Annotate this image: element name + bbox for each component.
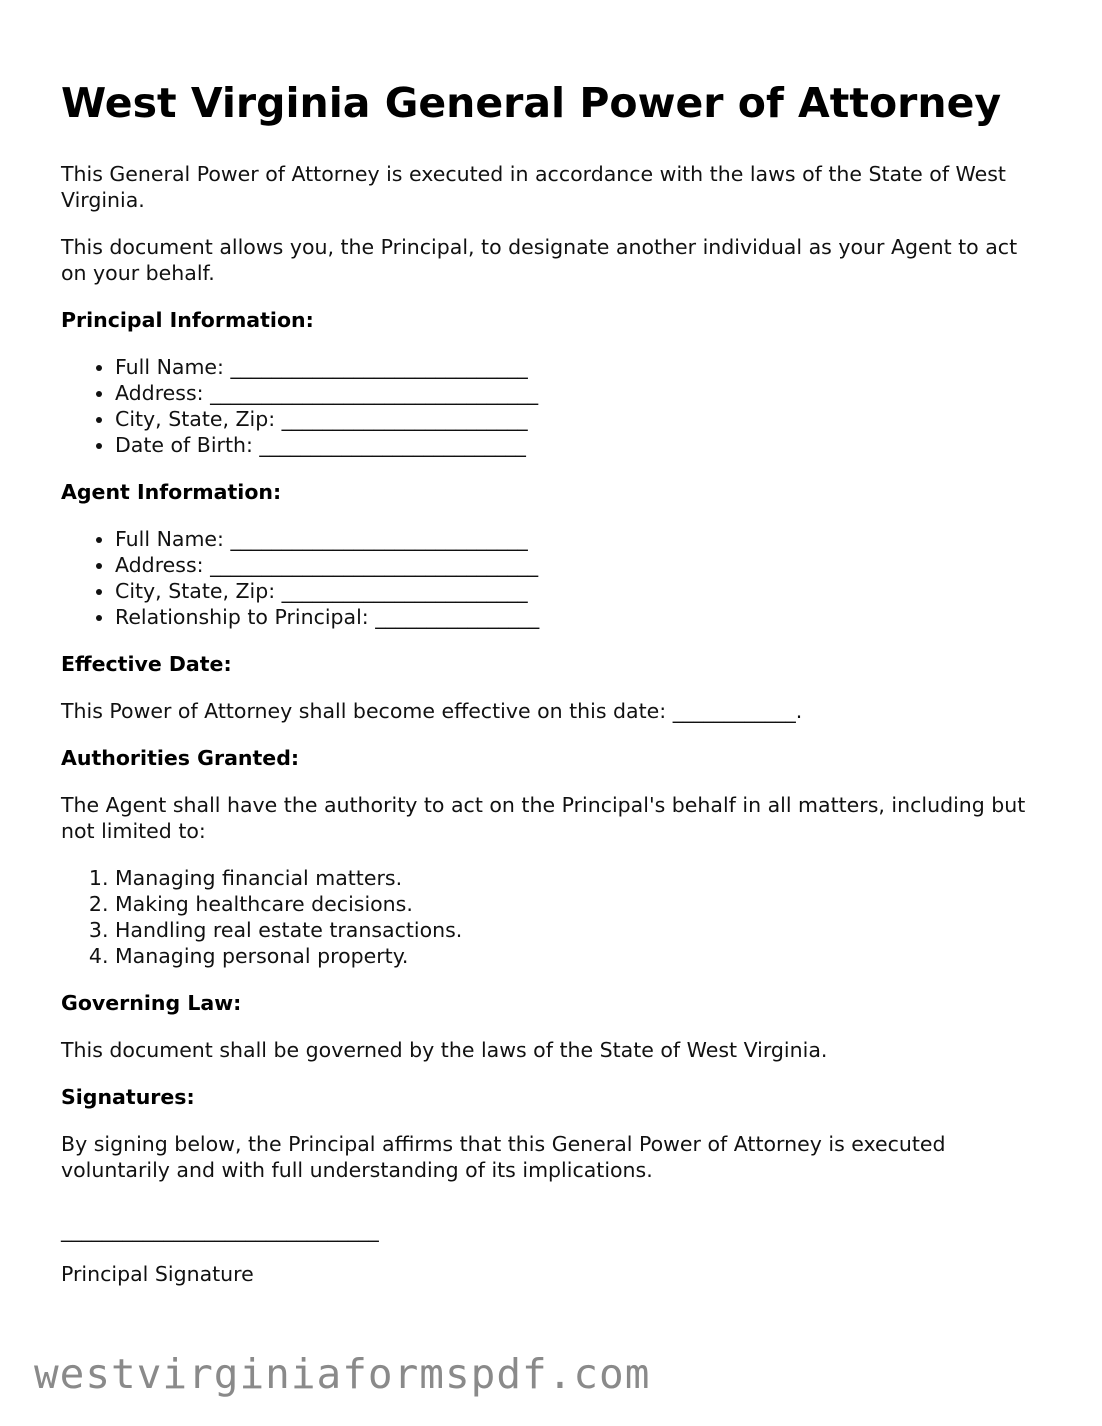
principal-dob-field: • Date of Birth: __________________________: [115, 432, 1041, 458]
document-page: [61, 78, 1041, 1308]
signatures-text: By signing below, the Principal affirms that this General Power of Attorney is executed voluntarily and with full understanding of its implications.: [61, 1132, 946, 1182]
principal-address-field: • Address: ________________________________: [115, 380, 1041, 406]
principal-city-state-zip-field: • City, State, Zip: ________________________: [115, 406, 1041, 432]
agent-relationship-field: • Relationship to Principal: ________________: [115, 604, 1041, 630]
agent-full-name-field: • Full Name: _____________________________: [115, 526, 1041, 552]
authority-item: 4. Managing personal property.: [115, 943, 1041, 969]
authority-item: 3. Handling real estate transactions.: [115, 917, 1041, 943]
principal-full-name-field: • Full Name: _____________________________: [115, 354, 1041, 380]
principal-heading: Principal Information:: [61, 308, 314, 332]
authority-item: 1. Managing financial matters.: [115, 865, 1041, 891]
agent-address-field: • Address: ________________________________: [115, 552, 1041, 578]
document-title: West Virginia General Power of Attorney: [61, 79, 1002, 127]
authority-item: 2. Making healthcare decisions.: [115, 891, 1041, 917]
agent-list: [61, 526, 1041, 630]
intro-paragraph-2: This document allows you, the Principal, to designate another individual as your Agent to act on your behalf.: [61, 235, 1018, 285]
governing-law-heading: Governing Law:: [61, 991, 242, 1015]
effective-date-text: This Power of Attorney shall become effective on this date: ____________.: [61, 699, 803, 723]
signatures-heading: Signatures:: [61, 1085, 195, 1109]
principal-list: [61, 354, 1041, 458]
effective-date-heading: Effective Date:: [61, 652, 232, 676]
governing-law-text: This document shall be governed by the laws of the State of West Virginia.: [61, 1038, 828, 1062]
principal-signature-label: Principal Signature: [61, 1262, 254, 1286]
principal-signature-line: _______________________________: [61, 1218, 379, 1242]
agent-city-state-zip-field: • City, State, Zip: ________________________: [115, 578, 1041, 604]
watermark: westvirginiaformspdf.com: [34, 1350, 651, 1398]
agent-heading: Agent Information:: [61, 480, 282, 504]
authorities-heading: Authorities Granted:: [61, 746, 300, 770]
authorities-text: The Agent shall have the authority to act on the Principal's behalf in all matters, including but not limited to:: [61, 793, 1026, 843]
authorities-list: [61, 865, 1041, 969]
intro-paragraph-1: This General Power of Attorney is executed in accordance with the laws of the State of West Virginia.: [61, 162, 1006, 212]
